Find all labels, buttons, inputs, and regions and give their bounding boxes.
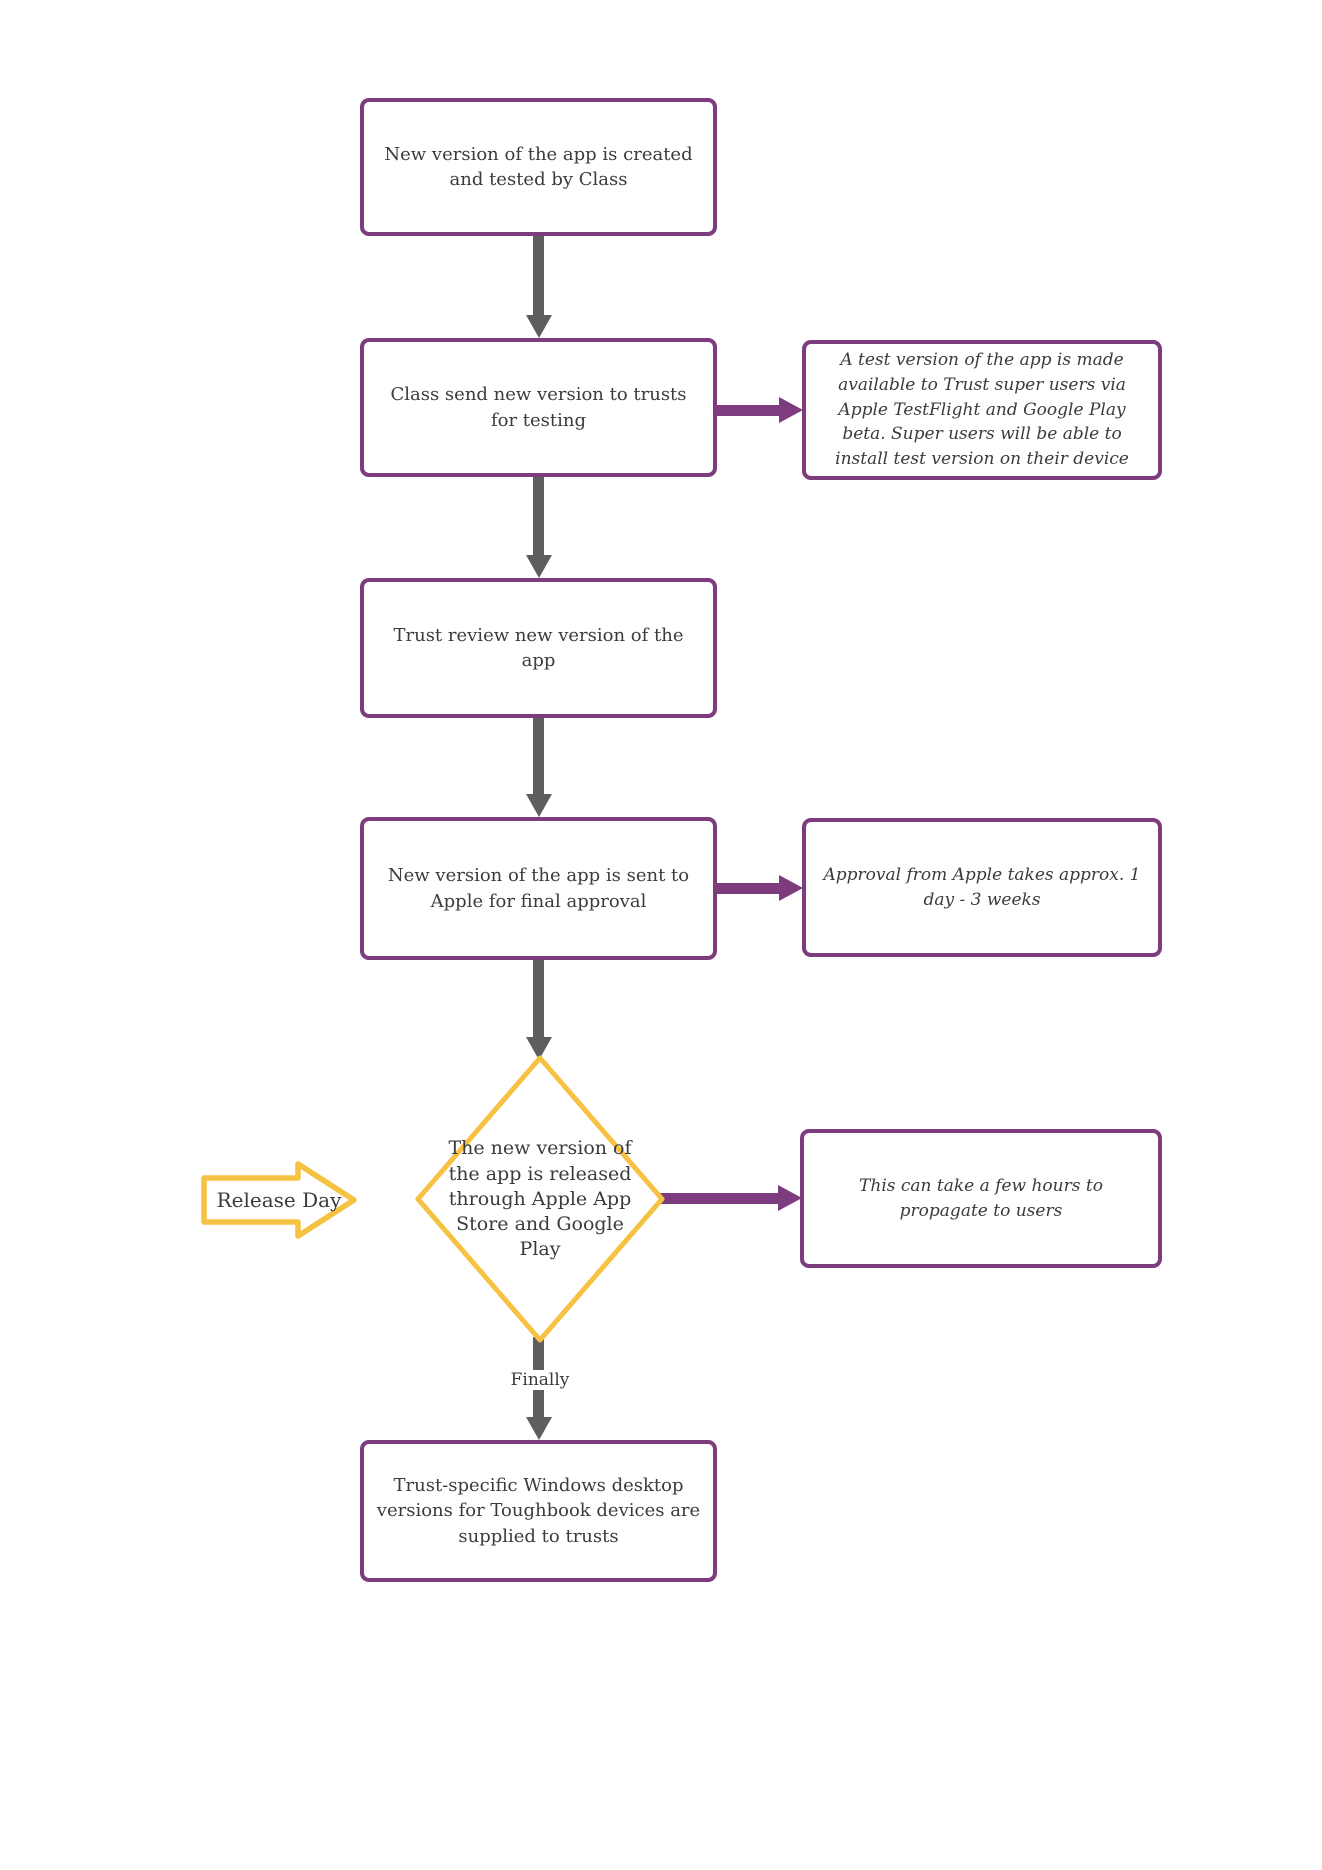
connector-down-1 — [533, 236, 544, 316]
process-box-create-label: New version of the app is created and tested by Class — [384, 143, 693, 190]
arrow-down-icon — [526, 794, 552, 817]
process-box-send-to-trusts — [360, 338, 717, 477]
process-box-apple-approval — [360, 817, 717, 960]
connector-right-3 — [660, 1193, 778, 1204]
note-propagation — [800, 1129, 1162, 1268]
process-box-desktop-supply — [360, 1440, 717, 1582]
connector-right-2 — [717, 883, 779, 894]
decision-diamond-label: The new version of the app is released through Apple App Store and Google Play — [448, 1137, 632, 1261]
connector-down-4 — [533, 960, 544, 1038]
note-test-version — [802, 340, 1162, 480]
connector-right-1 — [717, 405, 779, 416]
process-box-desktop-supply-label: Trust-specific Windows desktop versions for Toughbook devices are supplied to trusts — [376, 1475, 701, 1547]
release-day-label: Release Day — [216, 1188, 342, 1212]
process-box-apple-approval-label: New version of the app is sent to Apple for final approval — [387, 865, 690, 912]
arrow-right-icon — [779, 875, 803, 901]
finally-label: Finally — [488, 1370, 592, 1390]
note-approval-time-text: Approval from Apple takes approx. 1 day - 3 weeks — [823, 864, 1141, 910]
arrow-down-icon — [526, 1417, 552, 1440]
process-box-trust-review-label: Trust review new version of the app — [393, 624, 684, 671]
arrow-down-icon — [526, 315, 552, 338]
connector-down-2 — [533, 477, 544, 556]
process-box-trust-review — [360, 578, 717, 718]
note-test-version-text: A test version of the app is made available to Trust super users via Apple TestFlight and Google Play beta. Super users will be able to install test version on their device — [835, 350, 1129, 469]
arrow-right-icon — [779, 397, 803, 423]
arrow-down-icon — [526, 555, 552, 578]
note-propagation-text: This can take a few hours to propagate to users — [859, 1175, 1103, 1221]
note-approval-time — [802, 818, 1162, 957]
process-box-create — [360, 98, 717, 236]
process-box-send-to-trusts-label: Class send new version to trusts for testing — [390, 384, 687, 431]
arrow-right-icon — [778, 1185, 802, 1211]
connector-down-3 — [533, 718, 544, 795]
